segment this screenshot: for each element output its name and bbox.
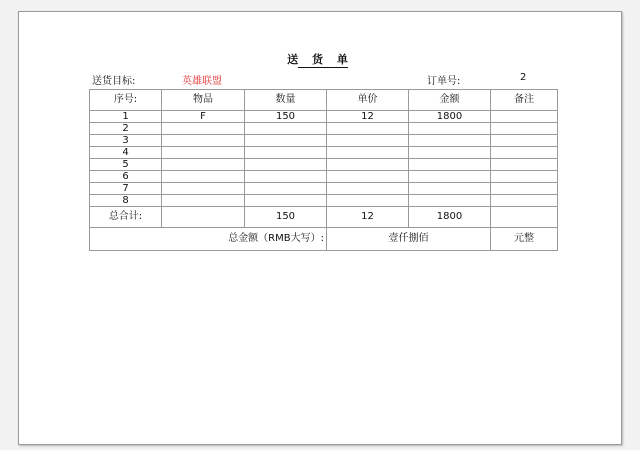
header-cell: 物品: [162, 90, 245, 111]
table-cell: 3: [90, 135, 162, 147]
table-cell: [327, 159, 409, 171]
document-title: 送 货 单: [287, 53, 353, 66]
table-cell: [409, 195, 491, 207]
table-cell: [409, 159, 491, 171]
table-cell: [409, 183, 491, 195]
table-cell: 1: [90, 111, 162, 123]
table-cell: 8: [90, 195, 162, 207]
order-number-value: 2: [520, 72, 527, 83]
header-cell: 单价: [327, 90, 409, 111]
table-row: [90, 111, 558, 123]
table-cell: 7: [90, 183, 162, 195]
table-cell: 4: [90, 147, 162, 159]
amount-in-words-value: 壹仟捌佰: [327, 228, 491, 251]
table-cell: [491, 111, 558, 123]
table-cell: [491, 147, 558, 159]
table-cell: [409, 147, 491, 159]
table-cell: [491, 135, 558, 147]
table-cell: [327, 147, 409, 159]
table-cell: [491, 195, 558, 207]
table-cell: [245, 195, 327, 207]
total-unit-price: 12: [327, 207, 409, 228]
table-cell: [491, 159, 558, 171]
table-cell: [327, 135, 409, 147]
table-cell: F: [162, 111, 245, 123]
header-cell: 序号:: [90, 90, 162, 111]
table-cell: [162, 123, 245, 135]
table-cell: 2: [90, 123, 162, 135]
table-cell: 12: [327, 111, 409, 123]
table-cell: [245, 123, 327, 135]
header-cell: 金额: [409, 90, 491, 111]
table-cell: 150: [245, 111, 327, 123]
table-header-row: [90, 90, 558, 111]
total-row: [90, 207, 558, 228]
table-cell: [162, 195, 245, 207]
table-cell: [162, 147, 245, 159]
table-cell: [409, 171, 491, 183]
table-cell: 6: [90, 171, 162, 183]
table-row: [90, 195, 558, 207]
total-cell: [162, 207, 245, 228]
table-cell: [162, 159, 245, 171]
table-cell: [162, 171, 245, 183]
table-cell: [162, 135, 245, 147]
table-cell: [327, 183, 409, 195]
table-cell: [245, 159, 327, 171]
delivery-target-label: 送货目标:: [92, 76, 136, 87]
amount-in-words-label: 总金额（RMB大写）:: [90, 228, 327, 251]
table-cell: [245, 147, 327, 159]
table-cell: 1800: [409, 111, 491, 123]
table-row: [90, 159, 558, 171]
table-row: [90, 135, 558, 147]
table-row: [90, 183, 558, 195]
table-cell: [491, 183, 558, 195]
table-cell: [162, 183, 245, 195]
table-cell: [491, 123, 558, 135]
table-cell: [327, 195, 409, 207]
table-cell: [409, 135, 491, 147]
header-cell: 备注: [491, 90, 558, 111]
total-label: 总合计:: [90, 207, 162, 228]
table-cell: [245, 183, 327, 195]
amount-in-words-row: [90, 228, 558, 251]
table-row: [90, 171, 558, 183]
total-amount: 1800: [409, 207, 491, 228]
table-cell: [491, 171, 558, 183]
table-cell: [327, 171, 409, 183]
table-cell: [245, 135, 327, 147]
table-row: [90, 123, 558, 135]
total-cell: [491, 207, 558, 228]
table-cell: [327, 123, 409, 135]
table-cell: [409, 123, 491, 135]
total-quantity: 150: [245, 207, 327, 228]
order-number-label: 订单号:: [427, 76, 461, 87]
amount-in-words-suffix: 元整: [491, 228, 558, 251]
table-cell: 5: [90, 159, 162, 171]
table-cell: [245, 171, 327, 183]
header-cell: 数量: [245, 90, 327, 111]
delivery-table: [89, 89, 558, 251]
table-row: [90, 147, 558, 159]
title-underline: [298, 67, 348, 68]
delivery-target-value: 英雄联盟: [182, 76, 222, 87]
